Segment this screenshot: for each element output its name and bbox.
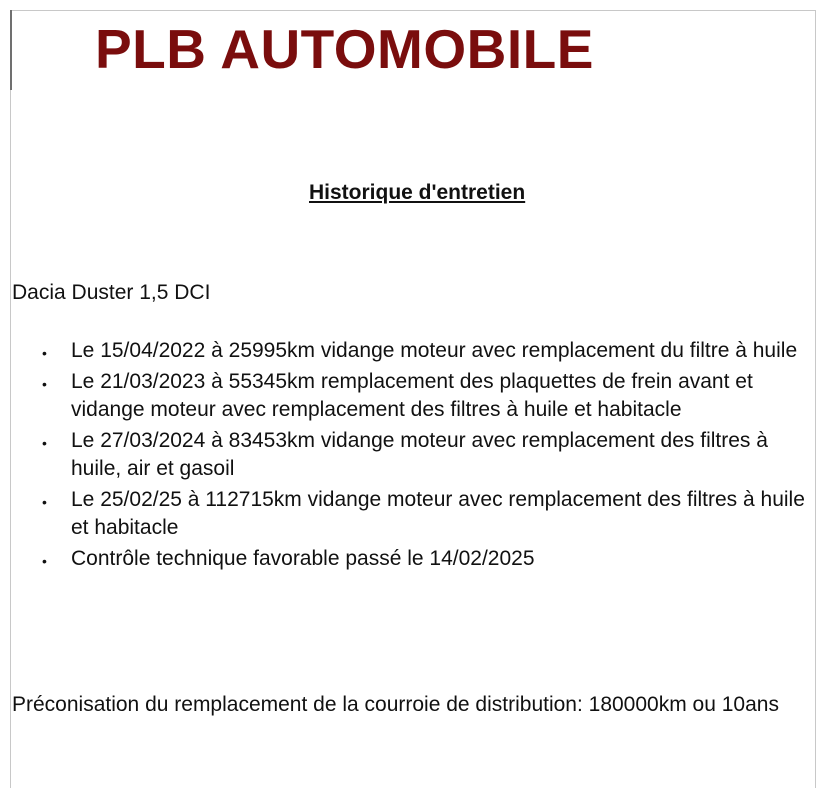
maintenance-entry [12, 486, 816, 542]
maintenance-entry-text: Contrôle technique favorable passé le 14/02/2025 [71, 547, 535, 570]
maintenance-history-list [12, 337, 816, 576]
maintenance-entry [12, 337, 816, 365]
bullet-icon: • [42, 345, 47, 361]
maintenance-entry-text: Le 15/04/2022 à 25995km vidange moteur avec remplacement du filtre à huile [71, 339, 798, 362]
maintenance-entry [12, 545, 816, 573]
bullet-icon: • [42, 494, 47, 510]
maintenance-entry [12, 368, 816, 424]
company-brand-title: PLB AUTOMOBILE [95, 18, 594, 80]
bullet-icon: • [42, 553, 47, 569]
maintenance-entry-text: Le 25/02/25 à 112715km vidange moteur avec remplacement des filtres à huile et habitacle [71, 488, 805, 539]
document-title: Historique d'entretien [309, 181, 526, 204]
maintenance-entry-text: Le 27/03/2024 à 83453km vidange moteur avec remplacement des filtres à huile, air et gasoil [71, 429, 768, 480]
header-margin-mark [10, 10, 12, 90]
bullet-icon: • [42, 376, 47, 392]
bullet-icon: • [42, 435, 47, 451]
timing-belt-recommendation: Préconisation du remplacement de la courroie de distribution: 180000km ou 10ans [12, 693, 779, 716]
maintenance-entry [12, 427, 816, 483]
vehicle-model: Dacia Duster 1,5 DCI [12, 281, 211, 304]
maintenance-entry-text: Le 21/03/2023 à 55345km remplacement des plaquettes de frein avant et vidange moteur avec remplacement des filtres à huile et habitacle [71, 370, 753, 421]
